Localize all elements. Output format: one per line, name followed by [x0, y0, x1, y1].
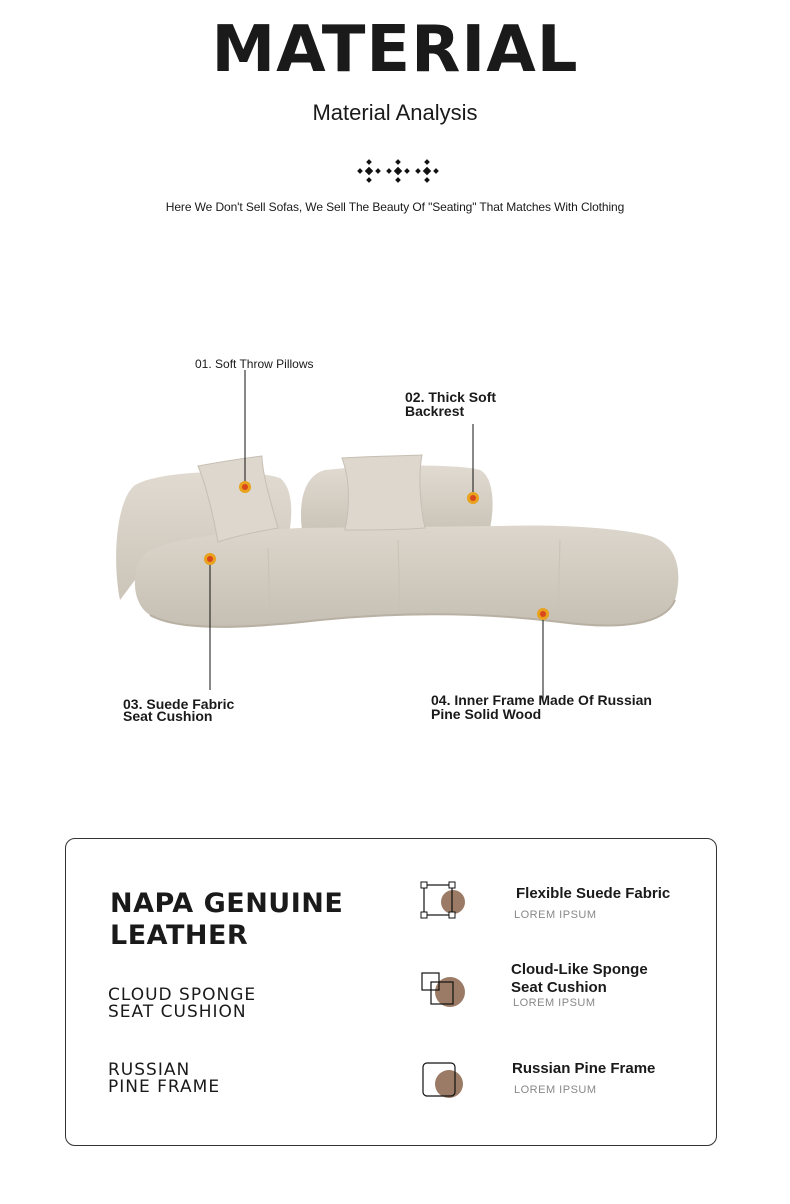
callout-cushion-line2: Seat Cushion	[123, 708, 213, 724]
callout-frame-line2: Pine Solid Wood	[431, 706, 542, 722]
panel-item2-line2: SEAT CUSHION	[108, 1002, 247, 1022]
panel-item2-line1: CLOUD SPONGE	[108, 985, 257, 1005]
callout-cushion-line1: 03. Suede Fabric	[123, 696, 235, 712]
callout-pillows: 01. Soft Throw Pillows	[195, 357, 314, 371]
sofa-pillow-right	[342, 455, 425, 530]
feature-1-title: Flexible Suede Fabric	[516, 885, 671, 902]
sofa-seat-platform	[135, 525, 678, 626]
marker-pillows	[239, 481, 251, 493]
sofa-illustration	[0, 300, 790, 760]
feature-2-title-line2: Seat Cushion	[511, 979, 607, 996]
panel-item3-line1: RUSSIAN	[108, 1060, 191, 1080]
marker-frame	[537, 608, 549, 620]
tagline: Here We Don't Sell Sofas, We Sell The Beauty Of "Seating" That Matches With Clothing	[165, 200, 625, 214]
rounded-square-icon	[418, 1060, 468, 1100]
panel-item3-line2: PINE FRAME	[108, 1077, 221, 1097]
marker-backrest	[467, 492, 479, 504]
feature-3-sub: LOREM IPSUM	[514, 1084, 597, 1096]
feature-3-title: Russian Pine Frame	[512, 1060, 656, 1077]
marker-cushion	[204, 553, 216, 565]
panel-headline-line1: NAPA GENUINE	[110, 888, 344, 919]
selection-square-icon	[418, 880, 468, 920]
diamond-cross-ornament-icon	[355, 158, 441, 184]
feature-2-sub: LOREM IPSUM	[513, 997, 596, 1009]
page-title: MATERIAL	[211, 13, 579, 87]
page-subtitle: Material Analysis	[312, 100, 478, 125]
overlapping-squares-icon	[418, 970, 468, 1010]
feature-2-title-line1: Cloud-Like Sponge	[511, 961, 648, 978]
panel-headline-line2: LEATHER	[110, 920, 249, 951]
feature-1-sub: LOREM IPSUM	[514, 909, 597, 921]
callout-frame-line1: 04. Inner Frame Made Of Russian	[431, 692, 652, 708]
callout-backrest-line2: Backrest	[405, 403, 465, 419]
callout-backrest-line1: 02. Thick Soft	[405, 389, 497, 405]
